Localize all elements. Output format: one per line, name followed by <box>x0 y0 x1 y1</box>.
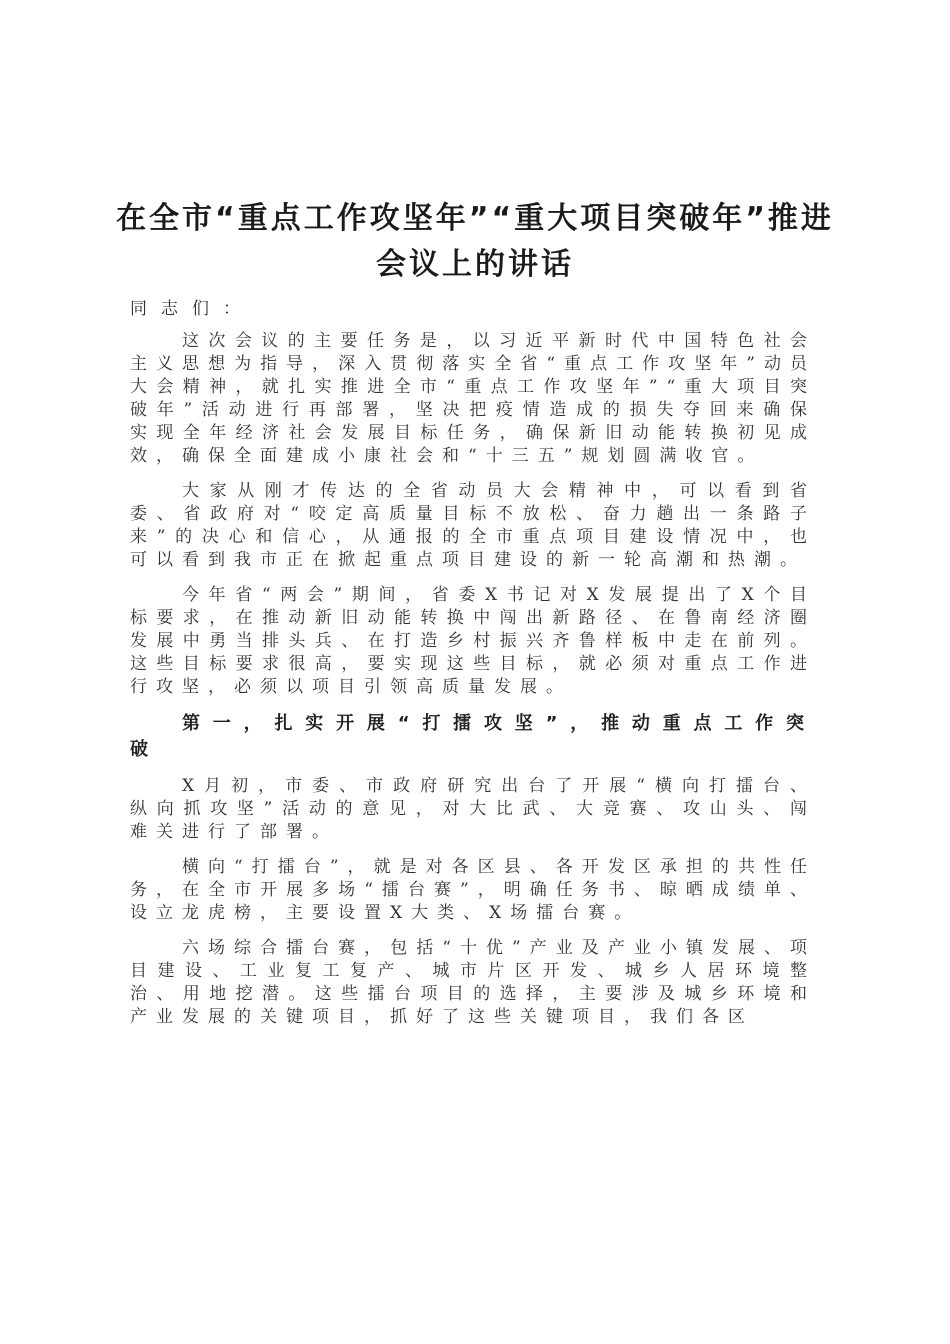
section-paragraph-1: X月初，市委、市政府研究出台了开展“横向打擂台、纵向抓攻坚”活动的意见，对大比武、大竞赛、攻山头、闯难关进行了部署。 <box>130 776 816 842</box>
document-body <box>130 296 816 1041</box>
section-heading: 第一，扎实开展“打擂攻坚”，推动重点工作突破 <box>130 713 816 760</box>
paragraph-3: 今年省“两会”期间，省委X书记对X发展提出了X个目标要求，在推动新旧动能转换中闯出新路径、在鲁南经济圈发展中勇当排头兵、在打造乡村振兴齐鲁样板中走在前列。这些目标要求很高，要实现这些目标，就必须对重点工作进行攻坚，必须以项目引领高质量发展。 <box>130 585 816 697</box>
paragraph-1: 这次会议的主要任务是，以习近平新时代中国特色社会主义思想为指导，深入贯彻落实全省“重点工作攻坚年”动员大会精神，就扎实推进全市“重点工作攻坚年”“重大项目突破年”活动进行再部署，坚决把疫情造成的损失夺回来确保实现全年经济社会发展目标任务，确保新旧动能转换初见成效，确保全面建成小康社会和“十三五”规划圆满收官。 <box>130 331 816 466</box>
section-paragraph-3: 六场综合擂台赛，包括“十优”产业及产业小镇发展、项目建设、工业复工复产、城市片区开发、城乡人居环境整治、用地挖潜。这些擂台项目的选择，主要涉及城乡环境和产业发展的关键项目，抓好了这些关键项目，我们各区 <box>130 938 816 1027</box>
salutation: 同志们： <box>130 299 254 319</box>
paragraph-2: 大家从刚才传达的全省动员大会精神中，可以看到省委、省政府对“咬定高质量目标不放松、奋力趟出一条路子来”的决心和信心，从通报的全市重点项目建设情况中，也可以看到我市正在掀起重点项目建设的新一轮高潮和热潮。 <box>130 481 816 570</box>
section-paragraph-2: 横向“打擂台”，就是对各区县、各开发区承担的共性任务，在全市开展多场“擂台赛”，明确任务书、晾晒成绩单、设立龙虎榜，主要设置X大类、X场擂台赛。 <box>130 857 816 923</box>
document-title: 在全市“重点工作攻坚年”“重大项目突破年”推进会议上的讲话 <box>116 201 834 282</box>
